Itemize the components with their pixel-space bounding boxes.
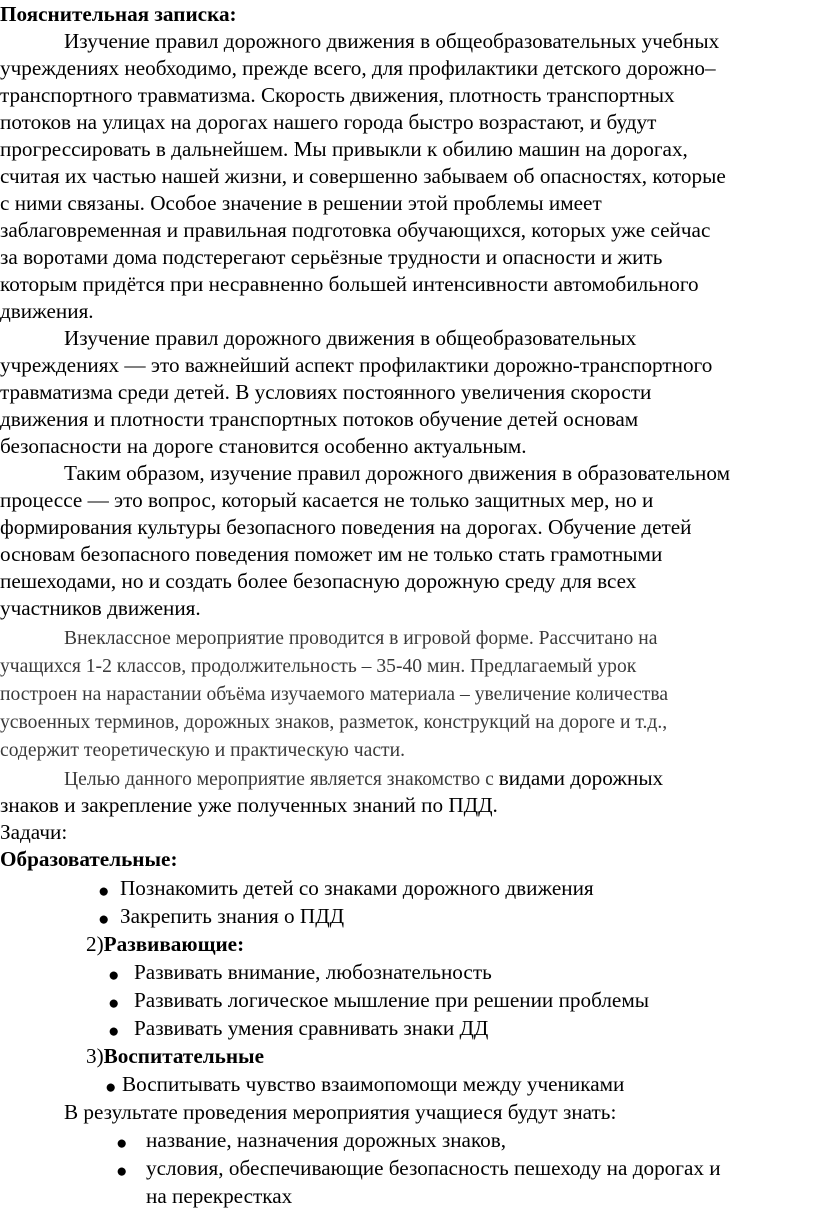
educational-heading: Образовательные: [0, 847, 178, 871]
para1-line-7: с ними связаны. Особое значение в решении этой проблемы имеет [0, 191, 602, 215]
para1-line-3: транспортного травматизма. Скорость движения, плотность транспортных [0, 83, 675, 107]
para1-line-5: прогрессировать в дальнейшем. Мы привыкли к обилию машин на дорогах, [0, 137, 688, 161]
educational-item-2: Закрепить знания о ПДД [120, 904, 345, 928]
bullet-icon: ● [98, 909, 110, 930]
para2-line-2: учреждениях — это важнейший аспект профилактики дорожно-транспортного [0, 353, 713, 377]
result-intro: В результате проведения мероприятия учащиеся будут знать: [64, 1100, 617, 1124]
para1-line-11: движения. [0, 299, 94, 323]
developing-item-1: Развивать внимание, любознательность [134, 960, 492, 984]
para2-line-3: травматизма среди детей. В условиях постоянного увеличения скорости [0, 380, 652, 404]
upbringing-heading: Воспитательные [103, 1044, 264, 1068]
bullet-icon: ● [105, 1077, 117, 1098]
result-item-1: название, назначения дорожных знаков, [146, 1128, 507, 1152]
bullet-icon: ● [108, 1021, 120, 1042]
tasks-label: Задачи: [0, 820, 68, 844]
bullet-icon: ● [108, 965, 120, 986]
para4-line-3: построен на нарастании объёма изучаемого материала – увеличение количества [0, 684, 669, 705]
bullet-icon: ● [108, 993, 120, 1014]
developing-number: 2) [86, 932, 104, 956]
para1-line-6: считая их частью нашей жизни, и совершенно забываем об опасностях, которые [0, 164, 726, 188]
para2-line-4: движения и плотности транспортных потоков обучение детей основам [0, 407, 639, 431]
para3-line-1: Таким образом, изучение правил дорожного движения в образовательном [64, 461, 730, 485]
para2-line-5: безопасности на дороге становится особенно актуальным. [0, 434, 527, 458]
para4-line-1: Внеклассное мероприятие проводится в игровой форме. Рассчитано на [64, 628, 658, 649]
result-item-2: условия, обеспечивающие безопасность пешеходу на дорогах и [146, 1156, 721, 1180]
goal-line-1-start: Целью данного мероприятие является знакомство с [64, 769, 499, 790]
para3-line-4: основам безопасного поведения поможет им не только стать грамотными [0, 542, 663, 566]
educational-item-1: Познакомить детей со знаками дорожного движения [120, 876, 594, 900]
bullet-icon: ● [116, 1161, 128, 1182]
para4-line-4: усвоенных терминов, дорожных знаков, разметок, конструкций на дороге и т.д., [0, 712, 668, 733]
para3-line-5: пешеходами, но и создать более безопасную дорожную среду для всех [0, 569, 637, 593]
goal-line-1 [64, 766, 663, 791]
para4-line-5: содержит теоретическую и практическую части. [0, 740, 405, 761]
para4-line-2: учащихся 1-2 классов, продолжительность – 35-40 мин. Предлагаемый урок [0, 656, 637, 677]
bullet-icon: ● [116, 1133, 128, 1154]
developing-item-2: Развивать логическое мышление при решении проблемы [134, 988, 649, 1012]
upbringing-heading-line [86, 1044, 264, 1069]
para1-line-10: которым придётся при несравненно большей интенсивности автомобильного [0, 272, 699, 296]
upbringing-item-1: Воспитывать чувство взаимопомощи между учениками [122, 1072, 625, 1096]
developing-heading: Развивающие: [103, 932, 245, 956]
para1-line-8: заблаговременная и правильная подготовка обучающихся, которых уже сейчас [0, 218, 711, 242]
goal-line-2: знаков и закрепление уже полученных знаний по ПДД. [0, 793, 498, 817]
para1-line-4: потоков на улицах на дорогах нашего города быстро возрастают, и будут [0, 110, 657, 134]
para1-line-1: Изучение правил дорожного движения в общеобразовательных учебных [64, 29, 720, 53]
upbringing-number: 3) [86, 1044, 104, 1068]
goal-line-1-end: видами дорожных [498, 766, 664, 790]
para3-line-6: участников движения. [0, 596, 201, 620]
para1-line-9: за воротами дома подстерегают серьёзные трудности и опасности и жить [0, 245, 663, 269]
para1-line-2: учреждениях необходимо, прежде всего, для профилактики детского дорожно– [0, 56, 716, 80]
result-item-2-continued: на перекрестках [146, 1184, 293, 1208]
para3-line-3: формирования культуры безопасного поведения на дорогах. Обучение детей [0, 515, 692, 539]
developing-heading-line [86, 932, 244, 957]
page-title: Пояснительная записка: [0, 2, 237, 26]
para3-line-2: процессе — это вопрос, который касается не только защитных мер, но и [0, 488, 654, 512]
developing-item-3: Развивать умения сравнивать знаки ДД [134, 1016, 489, 1040]
para2-line-1: Изучение правил дорожного движения в общеобразовательных [64, 326, 637, 350]
bullet-icon: ● [98, 881, 110, 902]
